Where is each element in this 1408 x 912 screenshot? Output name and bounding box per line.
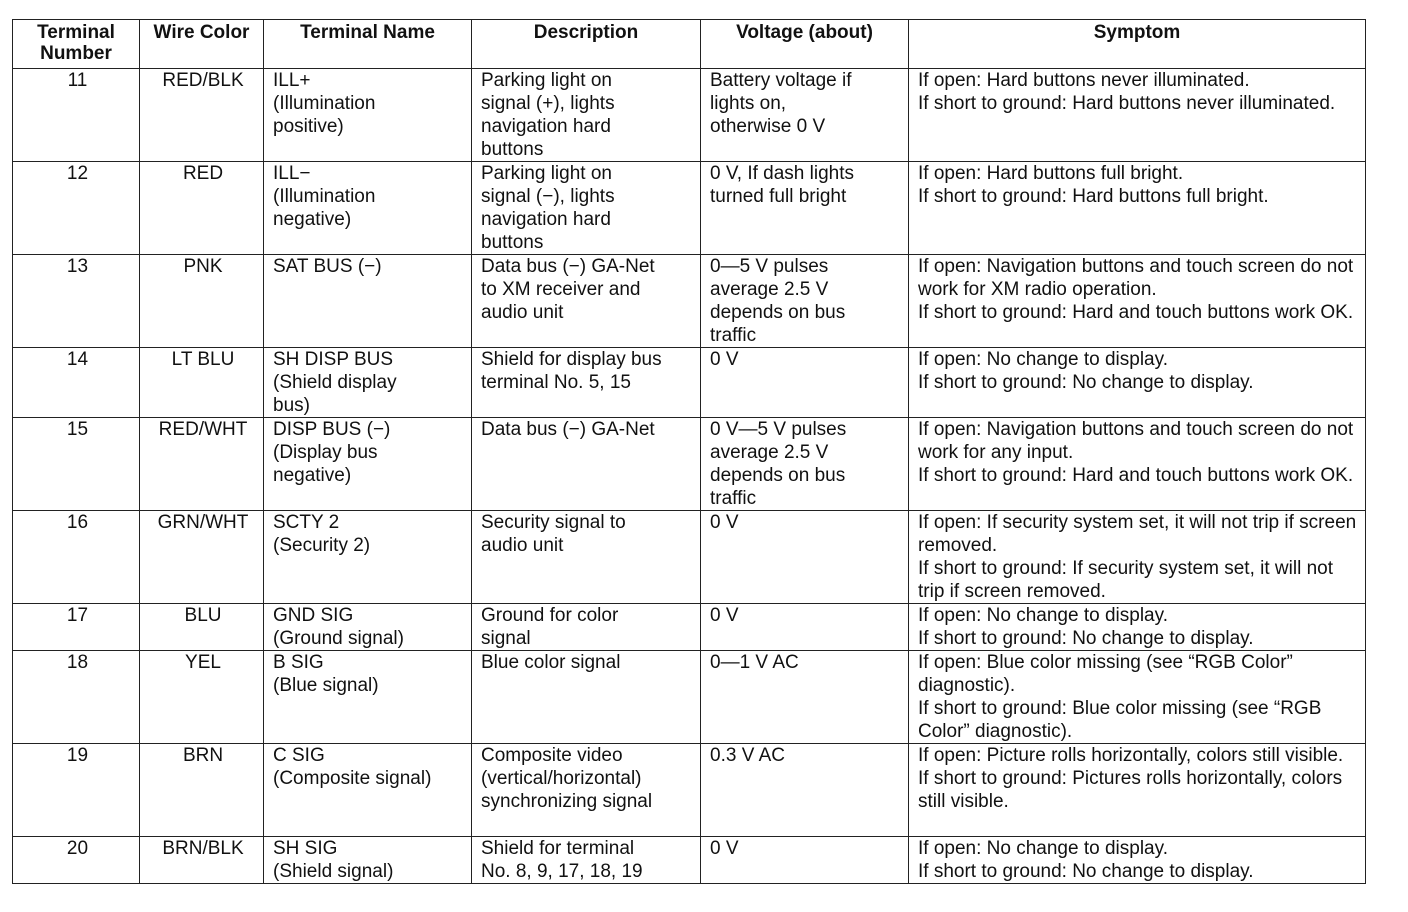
terminal-number: 18 (66, 652, 89, 673)
description-cell (472, 162, 701, 255)
symptom-cell (909, 651, 1366, 744)
symptom-line: If open: Blue color missing (see “RGB Color” diagnostic). (918, 652, 1293, 696)
terminal-name-cell (264, 255, 472, 348)
symptom-line: If open: Hard buttons never illuminated. (918, 70, 1250, 91)
symptom-line: If open: No change to display. (918, 838, 1168, 859)
terminal-name-line: (Ground signal) (273, 628, 404, 649)
description-cell (472, 511, 701, 604)
wire-color: BRN (182, 745, 224, 766)
header-terminal-number: Terminal Number (13, 20, 140, 69)
terminal-name-line: (Composite signal) (273, 768, 432, 789)
terminal-number: 19 (66, 745, 89, 766)
terminal-name-line: SCTY 2 (273, 512, 340, 533)
description-cell (472, 69, 701, 162)
symptom-line: If short to ground: Hard and touch buttons work OK. (918, 465, 1354, 486)
symptom-cell (909, 418, 1366, 511)
terminal-name-line: positive) (273, 116, 344, 137)
header-wire-color: Wire Color (140, 20, 264, 69)
wire-color-cell (140, 837, 264, 884)
wire-color: RED (182, 163, 224, 184)
voltage-line: 0 V (710, 605, 739, 626)
terminal-name-cell (264, 69, 472, 162)
wire-color-cell (140, 744, 264, 837)
terminal-name-line: (Shield signal) (273, 861, 394, 882)
voltage-cell (701, 604, 909, 651)
voltage-line: average 2.5 V (710, 442, 829, 463)
terminal-number-cell (13, 744, 140, 837)
description-line: Parking light on (481, 163, 612, 184)
terminal-name-cell (264, 604, 472, 651)
symptom-cell (909, 837, 1366, 884)
terminal-number: 12 (66, 163, 89, 184)
header-symptom: Symptom (909, 20, 1366, 69)
terminal-name-line: (Illumination (273, 93, 376, 114)
voltage-line: depends on bus (710, 465, 846, 486)
description-line: synchronizing signal (481, 791, 653, 812)
terminal-name-cell (264, 651, 472, 744)
wire-color: YEL (185, 652, 221, 673)
terminal-name-line: B SIG (273, 652, 324, 673)
terminal-name-line: negative) (273, 465, 352, 486)
wire-color: PNK (183, 256, 223, 277)
description-line: navigation hard (481, 116, 611, 137)
header-description: Description (472, 20, 701, 69)
terminal-number: 15 (66, 419, 89, 440)
terminal-name-line: C SIG (273, 745, 325, 766)
voltage-cell (701, 651, 909, 744)
description-line: Blue color signal (481, 652, 621, 673)
voltage-line: 0—1 V AC (710, 652, 799, 673)
description-line: buttons (481, 139, 544, 160)
table-row (13, 162, 1366, 255)
table-row (13, 837, 1366, 884)
terminal-number-cell (13, 651, 140, 744)
wire-color-cell (140, 418, 264, 511)
symptom-line: If open: Hard buttons full bright. (918, 163, 1184, 184)
voltage-line: depends on bus (710, 302, 846, 323)
symptom-cell (909, 69, 1366, 162)
voltage-cell (701, 255, 909, 348)
symptom-line: If short to ground: If security system set, it will not trip if screen removed. (918, 558, 1333, 602)
voltage-line: 0 V (710, 512, 739, 533)
wire-color: BRN/BLK (162, 838, 244, 859)
symptom-line: If short to ground: No change to display. (918, 372, 1254, 393)
terminal-name-line: (Security 2) (273, 535, 371, 556)
voltage-line: 0.3 V AC (710, 745, 785, 766)
voltage-line: 0 V (710, 838, 739, 859)
header-terminal-name: Terminal Name (264, 20, 472, 69)
symptom-line: If open: No change to display. (918, 605, 1168, 626)
voltage-line: otherwise 0 V (710, 116, 826, 137)
symptom-line: If short to ground: Hard buttons never illuminated. (918, 93, 1336, 114)
table-row (13, 651, 1366, 744)
wire-color: RED/WHT (158, 419, 248, 440)
voltage-cell (701, 418, 909, 511)
terminal-name-cell (264, 837, 472, 884)
voltage-cell (701, 162, 909, 255)
voltage-cell (701, 744, 909, 837)
description-line: Shield for display bus (481, 349, 662, 370)
description-line: buttons (481, 232, 544, 253)
header-voltage: Voltage (about) (701, 20, 909, 69)
voltage-cell (701, 837, 909, 884)
terminal-name-cell (264, 418, 472, 511)
description-cell (472, 837, 701, 884)
terminal-name-line: SH DISP BUS (273, 349, 394, 370)
terminal-name-line: SAT BUS (−) (273, 256, 382, 277)
symptom-cell (909, 511, 1366, 604)
terminal-name-cell (264, 348, 472, 418)
wire-color-cell (140, 651, 264, 744)
symptom-cell (909, 604, 1366, 651)
wire-color: RED/BLK (162, 70, 244, 91)
terminal-name-line: GND SIG (273, 605, 354, 626)
symptom-line: If short to ground: No change to display. (918, 628, 1254, 649)
symptom-cell (909, 162, 1366, 255)
description-cell (472, 744, 701, 837)
voltage-line: 0 V, If dash lights (710, 163, 855, 184)
terminal-name-line: (Display bus (273, 442, 378, 463)
voltage-line: traffic (710, 488, 757, 509)
voltage-cell (701, 511, 909, 604)
wire-color-cell (140, 162, 264, 255)
terminal-number: 13 (66, 256, 89, 277)
terminal-name-line: ILL− (273, 163, 311, 184)
terminal-table (12, 19, 1366, 884)
terminal-number-cell (13, 348, 140, 418)
voltage-line: average 2.5 V (710, 279, 829, 300)
description-line: Data bus (−) GA-Net (481, 256, 655, 277)
description-line: No. 8, 9, 17, 18, 19 (481, 861, 643, 882)
symptom-line: If open: Picture rolls horizontally, colors still visible. (918, 745, 1344, 766)
terminal-name-line: (Shield display (273, 372, 397, 393)
terminal-number-cell (13, 604, 140, 651)
table-row (13, 255, 1366, 348)
table-row (13, 744, 1366, 837)
wire-color: LT BLU (171, 349, 235, 370)
terminal-name-line: bus) (273, 395, 310, 416)
table-row (13, 511, 1366, 604)
description-cell (472, 418, 701, 511)
description-line: Parking light on (481, 70, 612, 91)
table-row (13, 348, 1366, 418)
voltage-cell (701, 69, 909, 162)
symptom-line: If open: If security system set, it will not trip if screen removed. (918, 512, 1357, 556)
voltage-line: traffic (710, 325, 757, 346)
wire-color-cell (140, 604, 264, 651)
voltage-line: Battery voltage if (710, 70, 852, 91)
voltage-line: 0—5 V pulses (710, 256, 829, 277)
description-line: terminal No. 5, 15 (481, 372, 631, 393)
wire-color-cell (140, 255, 264, 348)
voltage-line: lights on, (710, 93, 787, 114)
table-header-row (13, 20, 1366, 69)
terminal-name-cell (264, 511, 472, 604)
voltage-cell (701, 348, 909, 418)
description-line: (vertical/horizontal) (481, 768, 642, 789)
terminal-number-cell (13, 69, 140, 162)
symptom-line: If short to ground: Hard and touch buttons work OK. (918, 302, 1354, 323)
terminal-number: 11 (67, 70, 88, 91)
terminal-number-cell (13, 837, 140, 884)
description-line: signal (+), lights (481, 93, 615, 114)
wire-color-cell (140, 511, 264, 604)
symptom-line: If short to ground: No change to display. (918, 861, 1254, 882)
description-line: to XM receiver and (481, 279, 641, 300)
terminal-name-line: negative) (273, 209, 352, 230)
symptom-line: If open: No change to display. (918, 349, 1168, 370)
symptom-line: If short to ground: Hard buttons full bright. (918, 186, 1269, 207)
table-row (13, 69, 1366, 162)
symptom-line: If open: Navigation buttons and touch screen do not work for XM radio operation. (918, 256, 1354, 300)
terminal-name-line: (Illumination (273, 186, 376, 207)
wire-color-cell (140, 348, 264, 418)
description-line: Security signal to (481, 512, 626, 533)
description-cell (472, 604, 701, 651)
wire-color: GRN/WHT (157, 512, 249, 533)
terminal-name-cell (264, 744, 472, 837)
voltage-line: 0 V—5 V pulses (710, 419, 847, 440)
table-body (13, 69, 1366, 884)
terminal-number: 14 (66, 349, 89, 370)
terminal-name-cell (264, 162, 472, 255)
terminal-name-line: ILL+ (273, 70, 311, 91)
terminal-name-line: (Blue signal) (273, 675, 379, 696)
wire-color-cell (140, 69, 264, 162)
description-line: audio unit (481, 535, 564, 556)
symptom-cell (909, 744, 1366, 837)
terminal-number: 17 (66, 605, 89, 626)
table-row (13, 604, 1366, 651)
voltage-line: turned full bright (710, 186, 847, 207)
terminal-number-cell (13, 418, 140, 511)
symptom-line: If open: Navigation buttons and touch screen do not work for any input. (918, 419, 1354, 463)
symptom-cell (909, 255, 1366, 348)
terminal-number: 16 (66, 512, 89, 533)
description-line: audio unit (481, 302, 564, 323)
description-cell (472, 255, 701, 348)
description-cell (472, 651, 701, 744)
description-line: Composite video (481, 745, 623, 766)
table-row (13, 418, 1366, 511)
wire-color: BLU (184, 605, 222, 626)
voltage-line: 0 V (710, 349, 739, 370)
terminal-name-line: SH SIG (273, 838, 338, 859)
terminal-number-cell (13, 511, 140, 604)
terminal-number: 20 (66, 838, 89, 859)
description-line: Data bus (−) GA-Net (481, 419, 655, 440)
terminal-number-cell (13, 162, 140, 255)
description-line: Ground for color (481, 605, 619, 626)
symptom-cell (909, 348, 1366, 418)
description-line: Shield for terminal (481, 838, 635, 859)
description-line: signal (−), lights (481, 186, 615, 207)
symptom-line: If short to ground: Pictures rolls horizontally, colors still visible. (918, 768, 1343, 812)
description-line: navigation hard (481, 209, 611, 230)
terminal-number-cell (13, 255, 140, 348)
terminal-name-line: DISP BUS (−) (273, 419, 391, 440)
description-line: signal (481, 628, 531, 649)
symptom-line: If short to ground: Blue color missing (see “RGB Color” diagnostic). (918, 698, 1322, 742)
description-cell (472, 348, 701, 418)
